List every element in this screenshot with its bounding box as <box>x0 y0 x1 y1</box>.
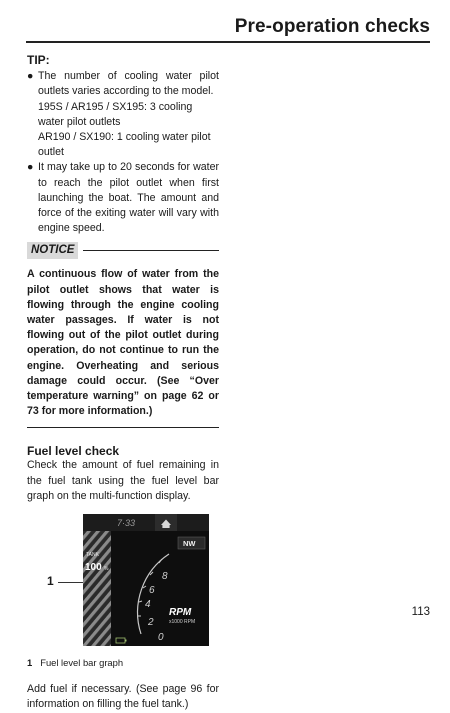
section-title: Fuel level check <box>27 444 120 459</box>
tip-bullet-2-text: It may take up to 20 seconds for water to reach the pilot outlet when first launching the boat. The amount and force of the exiting water will vary with engine speed. <box>38 161 219 235</box>
notice-header <box>27 242 219 259</box>
fuel-value: 100 <box>85 562 102 574</box>
home-icon <box>155 514 177 531</box>
page-header-title: Pre-operation checks <box>234 16 430 37</box>
rpm-scale-4: 4 <box>145 599 151 611</box>
caption-text: Fuel level bar graph <box>40 657 124 669</box>
fuel-bar-graph <box>83 531 111 646</box>
fuel-unit: % <box>104 566 109 573</box>
figure-fuel-display <box>27 514 219 646</box>
header-rule <box>26 41 430 43</box>
compass-direction: NW <box>183 539 196 549</box>
rpm-scale-0: 0 <box>158 632 164 644</box>
section-body: Check the amount of fuel remaining in the fuel tank using the fuel level bar graph on the multi-function display. <box>27 459 219 502</box>
rpm-unit: x1000 RPM <box>169 619 196 626</box>
notice-body: A continuous flow of water from the pilot outlet shows that water is flowing through the engine cooling water passages. If water is not flowing out of the pilot outlet during operation, do not continue to run the engine. Overheating and serious damage could occur. (See “Over temperature warning” on page 62 or 73 for more information.) <box>27 268 219 418</box>
display-top-bar <box>83 514 209 531</box>
tip-bullet-1-text: The number of cooling water pilot outlets varies according to the model. <box>38 70 219 98</box>
rpm-label: RPM <box>169 607 192 619</box>
bullet-dot-icon: ● <box>27 70 34 83</box>
tip-bullet-1-line-3: AR190 / SX190: 1 cooling water pilot outlet <box>38 131 211 159</box>
caption-number: 1 <box>27 657 33 669</box>
notice-label: NOTICE <box>27 242 78 259</box>
page-number: 113 <box>411 606 430 618</box>
tip-bullet-1 <box>27 69 219 99</box>
figure-leader-line <box>58 582 83 583</box>
display-logo: 7·33 <box>117 518 136 529</box>
rpm-scale-2: 2 <box>148 617 154 629</box>
tip-bullet-2 <box>27 160 219 236</box>
notice-end-rule <box>27 427 219 428</box>
notice-rule <box>83 250 219 251</box>
figure-caption <box>27 655 219 670</box>
text-column <box>27 53 219 713</box>
rpm-scale-6: 6 <box>149 585 155 597</box>
tip-label: TIP: <box>27 53 50 67</box>
display-graphic <box>83 514 209 646</box>
multi-function-display <box>83 514 209 646</box>
closing-paragraph: Add fuel if necessary. (See page 96 for information on filling the fuel tank.) <box>27 683 219 711</box>
fuel-label: TANK <box>86 552 99 559</box>
tip-bullet-1-line-2: 195S / AR195 / SX195: 3 cooling water pilot outlets <box>38 100 193 128</box>
figure-callout-number: 1 <box>47 574 54 589</box>
rpm-scale-8: 8 <box>162 571 168 583</box>
bullet-dot-icon: ● <box>27 161 34 174</box>
